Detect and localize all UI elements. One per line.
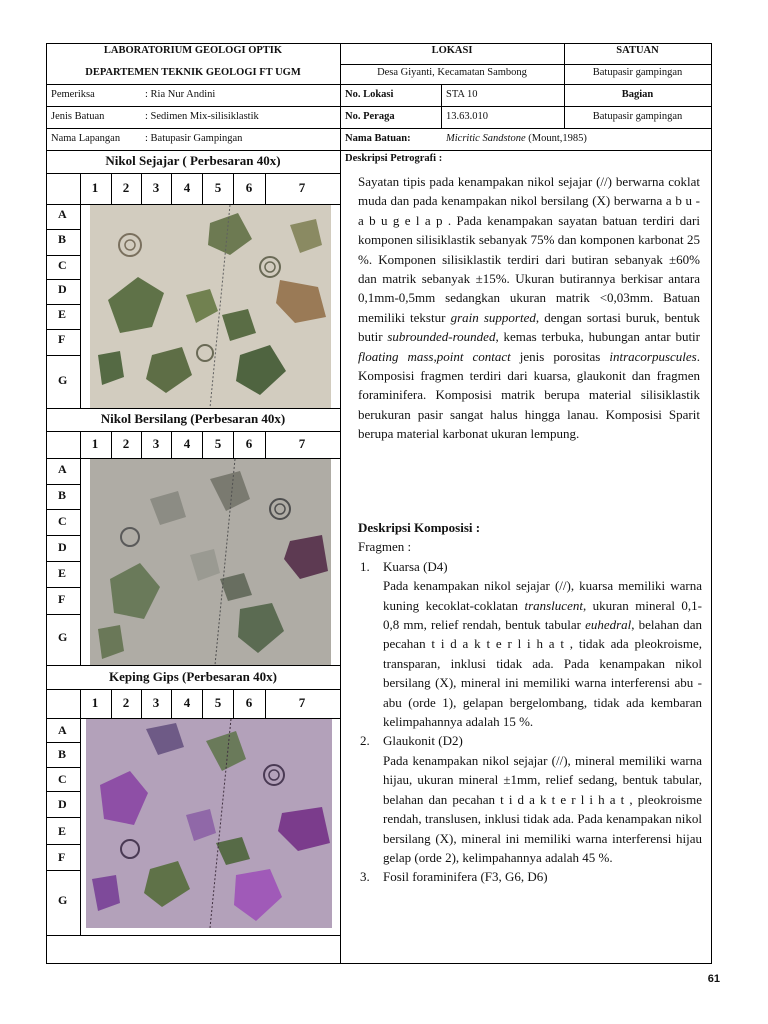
grid-col-label: 3	[152, 436, 160, 451]
grid-row-label: A	[58, 462, 67, 476]
list-item	[358, 557, 702, 576]
page-number: 61	[707, 973, 720, 985]
nama-batuan-label: Nama Batuan:	[345, 133, 411, 144]
grid-col-label: 2	[122, 180, 130, 195]
list-item	[358, 867, 702, 886]
nama-lapangan-value: : Batupasir Gampingan	[145, 133, 243, 144]
grid-col-label: 4	[183, 180, 191, 195]
grid-col-label: 6	[245, 180, 253, 195]
nama-lapangan-label: Nama Lapangan	[51, 133, 121, 144]
grid-col-label: 3	[152, 180, 160, 195]
grid-col-label: 1	[91, 695, 99, 710]
grid-col-label: 1	[91, 436, 99, 451]
grid-col-label: 6	[245, 436, 253, 451]
grid-col-label: 4	[183, 436, 191, 451]
deskripsi-petrografi-title: Deskripsi Petrografi :	[345, 153, 443, 164]
grid-row-label: F	[58, 332, 66, 346]
grid-col-label: 7	[298, 436, 306, 451]
list-item-title: Kuarsa (D4)	[383, 558, 448, 574]
section-title-nikol-bersilang: Nikol Bersilang (Perbesaran 40x)	[100, 411, 286, 426]
grid-row-label: A	[58, 723, 67, 737]
grid-col-label: 7	[298, 180, 306, 195]
grid-row-label: B	[58, 232, 67, 246]
lokasi-label: LOKASI	[431, 45, 473, 56]
satuan-label: SATUAN	[616, 45, 659, 56]
grid-row-label: G	[58, 630, 68, 644]
grid-col-label: 2	[122, 695, 130, 710]
micrograph-nikol-bersilang	[90, 459, 331, 665]
grid-row-label: A	[58, 207, 67, 221]
no-peraga-value: 13.63.010	[446, 111, 488, 122]
grid-col-label: 6	[245, 695, 253, 710]
department-name: DEPARTEMEN TEKNIK GEOLOGI FT UGM	[85, 67, 301, 78]
list-item-number: 2.	[360, 733, 370, 749]
grid-row-label: C	[58, 772, 67, 786]
pemeriksa-label: Pemeriksa	[51, 89, 95, 100]
petrography-description: Sayatan tipis pada kenampakan nikol sejajar (//) berwarna coklat muda dan pada kenampakan nikol bersilang (X) berwarna a b u - a b u g e l a p . Pada kenampakan sayatan batuan terdiri dari komponen silisiklastik sebanyak 75% dan komponen karbonat 25 %. Komponen silisiklastik terdiri dari butiran sebanyak ±60% dan matrik sebanyak ±15%. Ukuran butirannya berkisar antara 0,1mm-0,5mm sedangkan ukuran matrik <0,03mm. Batuan memiliki tekstur grain supported, dengan sortasi buruk, bentuk butir subrounded-rounded, kemas terbuka, hubungan antar butir floating mass,point contact jenis porositas intracorpuscules. Komposisi fragmen terdiri dari kuarsa, glaukonit dan fragmen foraminifera. Komposisi matrik berupa material silisiklastik berukuran pasir sangat halus hingga lanau. Komposisi Sparit berupa material karbonat ukuran lempung.	[358, 174, 701, 442]
grid-row-label: E	[58, 307, 67, 321]
list-item-body: Pada kenampakan nikol sejajar (//), kuarsa memiliki warna kuning kecoklat-coklatan translucent, ukuran mineral 0,1-0,8 mm, relief rendah, bentuk tabular euhedral, belahan dan pecahan t i d a k t e r l i h a t , tidak ada pleokroisme, transparan, inklusi tidak ada. Pada kenampakan nikol bersilang (X), mineral ini memiliki warna interferensi abu - abu (orde 1), gelapan bergelombang, tidak ada kembaran kelimpahannya adalah 15 %.	[383, 578, 702, 730]
grid-col-label: 5	[214, 436, 222, 451]
list-item-number: 1.	[360, 558, 370, 574]
grid-col-label: 4	[183, 695, 191, 710]
grid-row-label: G	[58, 893, 68, 907]
lab-name: LABORATORIUM GEOLOGI OPTIK	[103, 45, 283, 56]
grid-col-label: 1	[91, 180, 99, 195]
list-item-body: Pada kenampakan nikol sejajar (//), mineral memiliki warna hijau, ukuran mineral ±1mm, relief sedang, bentuk tabular, belahan dan pecahan t i d a k t e r l i h a t , pleokroisme rendah, translusen, inklusi tidak ada. Pada kenampakan nikol bersilang (X), mineral ini memiliki warna interferensi hijau gelap (orde 2), kelimpahannya adalah 45 %.	[383, 752, 702, 865]
no-lokasi-value: STA 10	[446, 89, 478, 100]
grid-row-label: D	[58, 282, 67, 296]
list-item-title: Glaukonit (D2)	[383, 733, 463, 749]
pemeriksa-value: : Ria Nur Andini	[145, 89, 216, 100]
grid-row-label: D	[58, 540, 67, 554]
fragmen-label: Fragmen :	[358, 539, 412, 555]
jenis-batuan-value: : Sedimen Mix-silisiklastik	[145, 111, 259, 122]
satuan-value: Batupasir gampingan	[592, 67, 683, 78]
micrograph-ppl-svg	[90, 205, 331, 408]
composition-section	[358, 518, 702, 887]
grid-row-label: B	[58, 488, 67, 502]
grid-row-label: F	[58, 592, 66, 606]
grid-row-label: G	[58, 373, 68, 387]
micrograph-nikol-sejajar	[90, 205, 331, 408]
section-title-nikol-sejajar: Nikol Sejajar ( Perbesaran 40x)	[105, 153, 281, 168]
grid-row-label: F	[58, 850, 66, 864]
jenis-batuan-label: Jenis Batuan	[51, 111, 105, 122]
grid-col-label: 5	[214, 180, 222, 195]
list-item	[358, 731, 702, 750]
nama-batuan-value: Micritic Sandstone (Mount,1985)	[446, 133, 587, 144]
grid-row-label: C	[58, 258, 67, 272]
no-lokasi-label: No. Lokasi	[345, 89, 394, 100]
grid-col-label: 3	[152, 695, 160, 710]
grid-col-label: 7	[298, 695, 306, 710]
grid-row-label: D	[58, 797, 67, 811]
grid-row-label: E	[58, 824, 67, 838]
bagian-value: Batupasir gampingan	[592, 111, 683, 122]
grid-row-label: E	[58, 566, 67, 580]
grid-col-label: 5	[214, 695, 222, 710]
no-peraga-label: No. Peraga	[345, 111, 395, 122]
composition-title: Deskripsi Komposisi :	[358, 520, 481, 535]
grid-col-label: 2	[122, 436, 130, 451]
grid-row-label: B	[58, 747, 67, 761]
grid-row-label: C	[58, 514, 67, 528]
micrograph-gips-svg	[86, 719, 332, 928]
lokasi-value: Desa Giyanti, Kecamatan Sambong	[377, 67, 527, 78]
micrograph-keping-gips	[86, 719, 332, 928]
list-item-number: 3.	[360, 869, 370, 885]
section-title-keping-gips: Keping Gips (Perbesaran 40x)	[109, 669, 277, 684]
bagian-label: Bagian	[621, 89, 654, 100]
list-item-title: Fosil foraminifera (F3, G6, D6)	[383, 869, 548, 885]
micrograph-xpl-svg	[90, 459, 331, 665]
